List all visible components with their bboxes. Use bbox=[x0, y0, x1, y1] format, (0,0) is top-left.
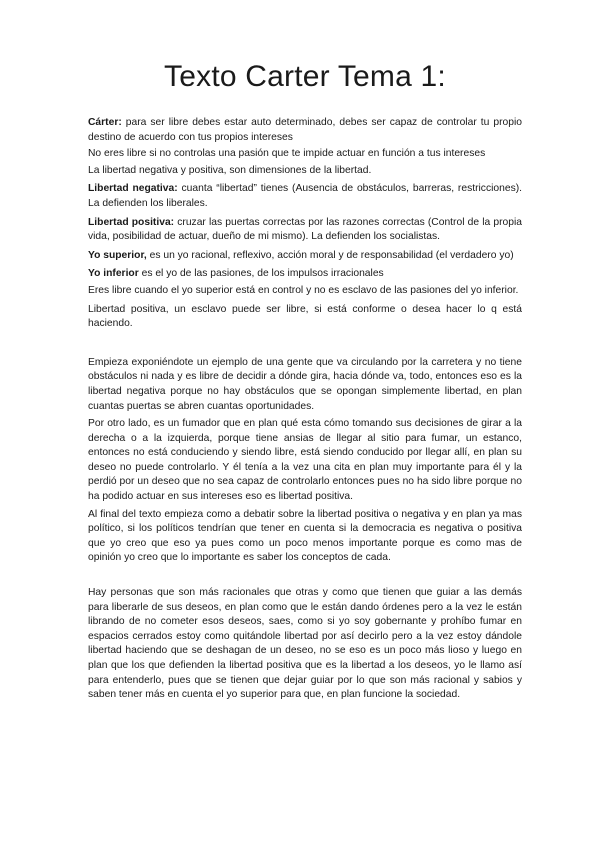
note-text: cuanta “libertad” tienes (Ausencia de obstáculos, barreras, restricciones). La defienden los liberales. bbox=[88, 183, 523, 209]
note-eres-libre bbox=[88, 284, 522, 299]
note-libertad-negativa bbox=[88, 182, 522, 211]
note-dimensiones bbox=[88, 164, 522, 179]
note-text: para ser libre debes estar auto determinado, debes ser capaz de controlar tu propio destino de acuerdo con tus propios intereses bbox=[88, 117, 522, 143]
note-esclavo bbox=[88, 303, 522, 332]
note-text: es un yo racional, reflexivo, acción moral y de responsabilidad (el verdadero yo) bbox=[146, 249, 514, 261]
paragraph: Al final del texto empieza como a debatir sobre la libertad positiva o negativa y en plan ya mas político, si los políticos tendrían que tener en cuenta si la democracia es negativa o positiva que yo creo que eso ya pues como un poco menos importante porque es como mas de opinión yo creo que lo importante es saber los conceptos de cada. bbox=[88, 508, 522, 564]
note-text: No eres libre si no controlas una pasión que te impide actuar en función a tus intereses bbox=[88, 148, 486, 160]
note-text: La libertad negativa y positiva, son dimensiones de la libertad. bbox=[88, 164, 372, 176]
note-yo-superior bbox=[88, 249, 522, 264]
body-section bbox=[88, 356, 522, 703]
note-text: cruzar las puertas correctas por las razones correctas (Control de la propia vida, posibilidad de actuar, dueño de mi mismo). La defienden los socialistas. bbox=[88, 216, 522, 243]
page-title: Texto Carter Tema 1: bbox=[164, 60, 446, 93]
note-carter bbox=[88, 116, 522, 145]
paragraph: Por otro lado, es un fumador que en plan qué esta cómo tomando sus decisiones de girar a la derecha o a la izquierda, porque tiene ansias de llegar al sitio para fumar, un estanco, entonces no está conduciendo y siendo libre, está siendo conducido por llegar allí, en plan su deseo no puede controlarlo. Y él tenía a la vez una cita en plan muy importante para él y la perdió por un deseo que no sea capaz de controlarlo entonces pues no ha sido libre porque no ha podido actuar en sus intereses eso es libertad positiva. bbox=[88, 418, 522, 503]
note-pasion bbox=[88, 147, 522, 162]
note-libertad-positiva bbox=[88, 216, 522, 245]
note-label: Yo inferior bbox=[88, 268, 139, 280]
paragraph: Empieza exponiéndote un ejemplo de una gente que va circulando por la carretera y no tiene obstáculos ni nada y es libre de decidir a dónde gira, hacia dónde va, todo, entonces eso es la libertad negativa porque no hay obstáculos que se opongan simplemente libertad, en plan cuantas puertas se abren cuantas oportunidades. bbox=[88, 356, 522, 412]
note-yo-inferior bbox=[88, 267, 522, 282]
note-label: Libertad negativa: bbox=[88, 183, 178, 195]
note-text: Libertad positiva, un esclavo puede ser libre, si está conforme o desea hacer lo q está haciendo. bbox=[88, 303, 522, 330]
paragraph: Hay personas que son más racionales que otras y como que tienen que guiar a las demás para liberarle de sus deseos, en plan como que le están dando órdenes pero a la vez le están librando de no cometer esos deseos, saes, como si yo soy gobernante y prohíbo fumar en espacios cerrados estoy como quitándole libertad por así decirlo pero a la vez estoy dándole libertad haciendo que se deshagan de un deseo, no se eso es un poco más lioso y luego en plan que los que defienden la libertad positiva que es la libertad a los deseos, yo le llamo así para entenderlo, pues que se tienen que dejar guiar por lo que son más racional y sabios y saben tener más en cuenta el yo superior para que, en plan funcione la sociedad. bbox=[88, 587, 522, 701]
notes-section bbox=[88, 116, 522, 332]
note-label: Libertad positiva: bbox=[88, 216, 175, 228]
note-text: es el yo de las pasiones, de los impulsos irracionales bbox=[138, 268, 384, 280]
note-label: Yo superior, bbox=[88, 249, 147, 261]
note-label: Cárter: bbox=[88, 117, 122, 128]
note-text: Eres libre cuando el yo superior está en control y no es esclavo de las pasiones del yo inferior. bbox=[88, 284, 519, 296]
